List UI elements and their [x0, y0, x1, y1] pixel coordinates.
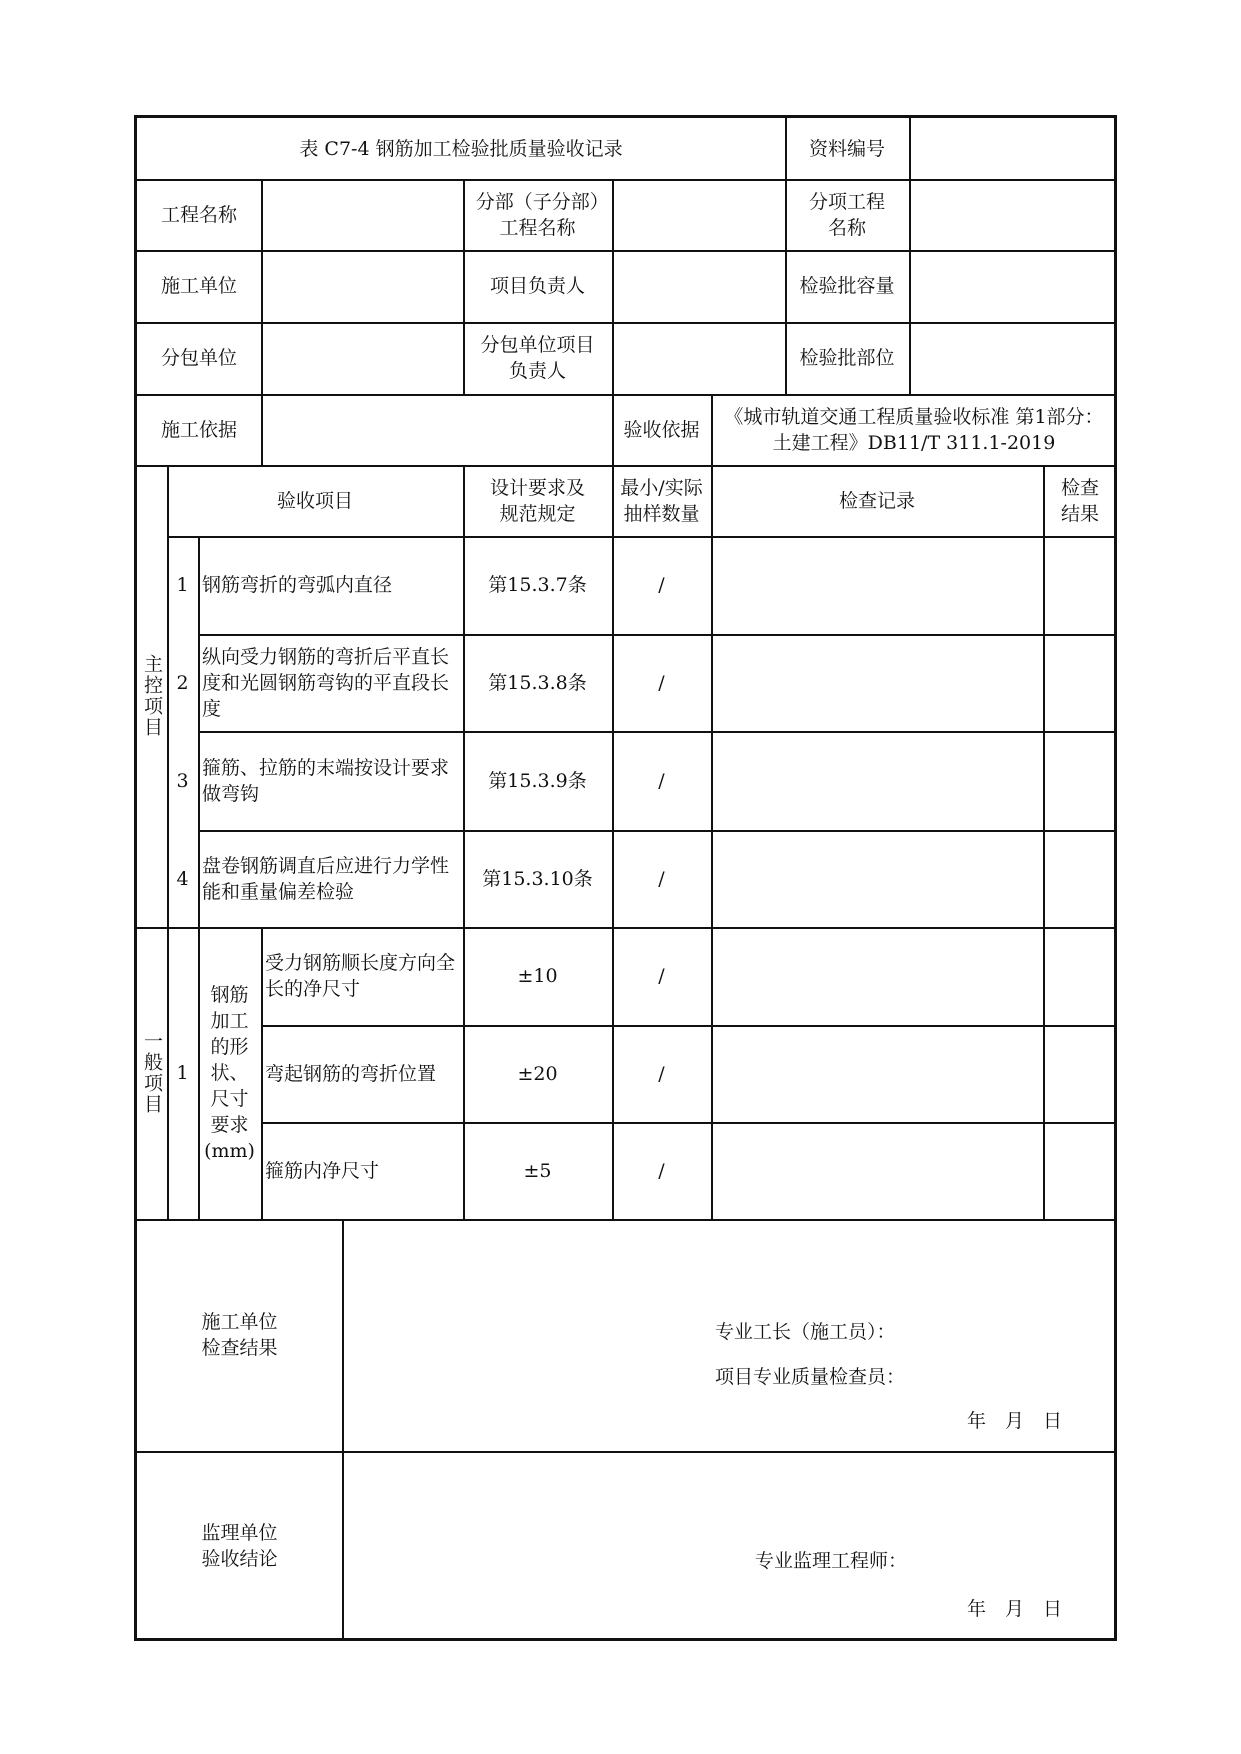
main-item-name: 纵向受力钢筋的弯折后平直长度和光圆钢筋弯钩的平直段长度 — [202, 645, 450, 720]
col-header-result: 检查结果 — [1060, 476, 1099, 525]
main-item-no: 2 — [176, 671, 189, 694]
col-header-item: 验收项目 — [276, 489, 353, 512]
main-item-record[interactable] — [711, 536, 1043, 634]
main-control-label: 主控项目 — [141, 654, 163, 738]
col-header-design: 设计要求及规范规定 — [489, 476, 585, 525]
subcontractor-value[interactable] — [261, 322, 463, 394]
main-item-sample[interactable]: / — [658, 769, 665, 792]
contractor-check-label: 施工单位检查结果 — [201, 1311, 278, 1359]
general-item-name: 受力钢筋顺长度方向全长的净尺寸 — [265, 952, 456, 1000]
subcontractor-label: 分包单位 — [160, 347, 237, 369]
construction-basis-label: 施工依据 — [160, 418, 237, 441]
general-item-sample[interactable]: / — [658, 965, 665, 987]
main-item-record[interactable] — [711, 731, 1043, 830]
main-item-sample[interactable]: / — [658, 574, 665, 596]
general-item-sample[interactable]: / — [658, 1062, 665, 1085]
form-title: 表 C7-4 钢筋加工检验批质量验收记录 — [299, 137, 623, 160]
rule — [342, 1219, 344, 1641]
subitem-label: 分项工程名称 — [809, 190, 886, 239]
engineer-signature-label: 专业监理工程师： — [755, 1550, 908, 1572]
general-item-record[interactable] — [711, 1025, 1043, 1122]
main-item-design: 第15.3.10条 — [482, 867, 593, 890]
supervisor-date: 年 月 日 — [967, 1598, 1063, 1620]
main-item-name: 箍筋、拉筋的末端按设计要求做弯钩 — [202, 756, 450, 805]
main-item-record[interactable] — [711, 830, 1043, 927]
general-item-design: ±10 — [517, 965, 558, 987]
supervisor-check-label: 监理单位验收结论 — [201, 1522, 278, 1570]
main-item-result[interactable] — [1043, 634, 1117, 731]
col-header-sample: 最小/实际抽样数量 — [620, 476, 703, 525]
project-manager-value[interactable] — [612, 250, 785, 322]
main-item-record[interactable] — [711, 634, 1043, 731]
col-header-record: 检查记录 — [838, 489, 915, 512]
main-item-no: 1 — [176, 574, 189, 596]
doc-no-value[interactable] — [909, 118, 1117, 179]
acceptance-basis-label: 验收依据 — [623, 418, 700, 441]
main-item-no: 3 — [176, 769, 189, 792]
contractor-label: 施工单位 — [160, 275, 237, 297]
general-label: 一般项目 — [141, 1031, 163, 1115]
main-item-result[interactable] — [1043, 830, 1117, 927]
main-item-name: 钢筋弯折的弯弧内直径 — [202, 574, 393, 596]
general-item-result[interactable] — [1043, 1122, 1117, 1219]
general-item-design: ±20 — [517, 1062, 558, 1085]
main-item-design: 第15.3.9条 — [488, 769, 587, 792]
batch-capacity-label: 检验批容量 — [799, 275, 895, 297]
batch-capacity-value[interactable] — [909, 250, 1117, 322]
general-item-name: 箍筋内净尺寸 — [265, 1159, 380, 1182]
main-item-no: 4 — [176, 867, 189, 890]
main-item-design: 第15.3.7条 — [488, 574, 587, 596]
general-item-record[interactable] — [711, 1122, 1043, 1219]
general-item-result[interactable] — [1043, 927, 1117, 1025]
project-name-value[interactable] — [261, 179, 463, 250]
main-item-design: 第15.3.8条 — [488, 671, 587, 694]
construction-basis-value[interactable] — [261, 394, 612, 465]
inspector-signature-label: 项目专业质量检查员： — [715, 1366, 906, 1388]
contractor-date: 年 月 日 — [967, 1410, 1063, 1432]
sub-manager-value[interactable] — [612, 322, 785, 394]
project-name-label: 工程名称 — [160, 203, 237, 226]
main-item-sample[interactable]: / — [658, 867, 665, 890]
subitem-value[interactable] — [909, 179, 1117, 250]
general-item-name: 弯起钢筋的弯折位置 — [265, 1062, 437, 1085]
subdivision-value[interactable] — [612, 179, 785, 250]
sub-manager-label: 分包单位项目负责人 — [480, 334, 595, 382]
batch-location-value[interactable] — [909, 322, 1117, 394]
main-item-result[interactable] — [1043, 731, 1117, 830]
main-item-name: 盘卷钢筋调直后应进行力学性能和重量偏差检验 — [202, 854, 450, 903]
general-item-design: ±5 — [523, 1159, 552, 1182]
main-item-result[interactable] — [1043, 536, 1117, 634]
contractor-value[interactable] — [261, 250, 463, 322]
doc-no-label: 资料编号 — [808, 137, 885, 160]
general-group-label: 钢筋加工的形状、尺寸要求(mm) — [204, 984, 255, 1162]
general-item-no: 1 — [176, 1062, 189, 1084]
acceptance-record-form — [134, 115, 1117, 1641]
main-item-sample[interactable]: / — [658, 671, 665, 694]
general-item-result[interactable] — [1043, 1025, 1117, 1122]
subdivision-label: 分部（子分部）工程名称 — [475, 190, 600, 239]
acceptance-basis-value: 《城市轨道交通工程质量验收标准 第1部分：土建工程》DB11/T 311.1-2019 — [724, 405, 1104, 454]
foreman-signature-label: 专业工长（施工员）： — [715, 1321, 896, 1343]
batch-location-label: 检验批部位 — [799, 347, 895, 369]
project-manager-label: 项目负责人 — [489, 275, 585, 297]
general-item-record[interactable] — [711, 927, 1043, 1025]
general-item-sample[interactable]: / — [658, 1159, 665, 1182]
